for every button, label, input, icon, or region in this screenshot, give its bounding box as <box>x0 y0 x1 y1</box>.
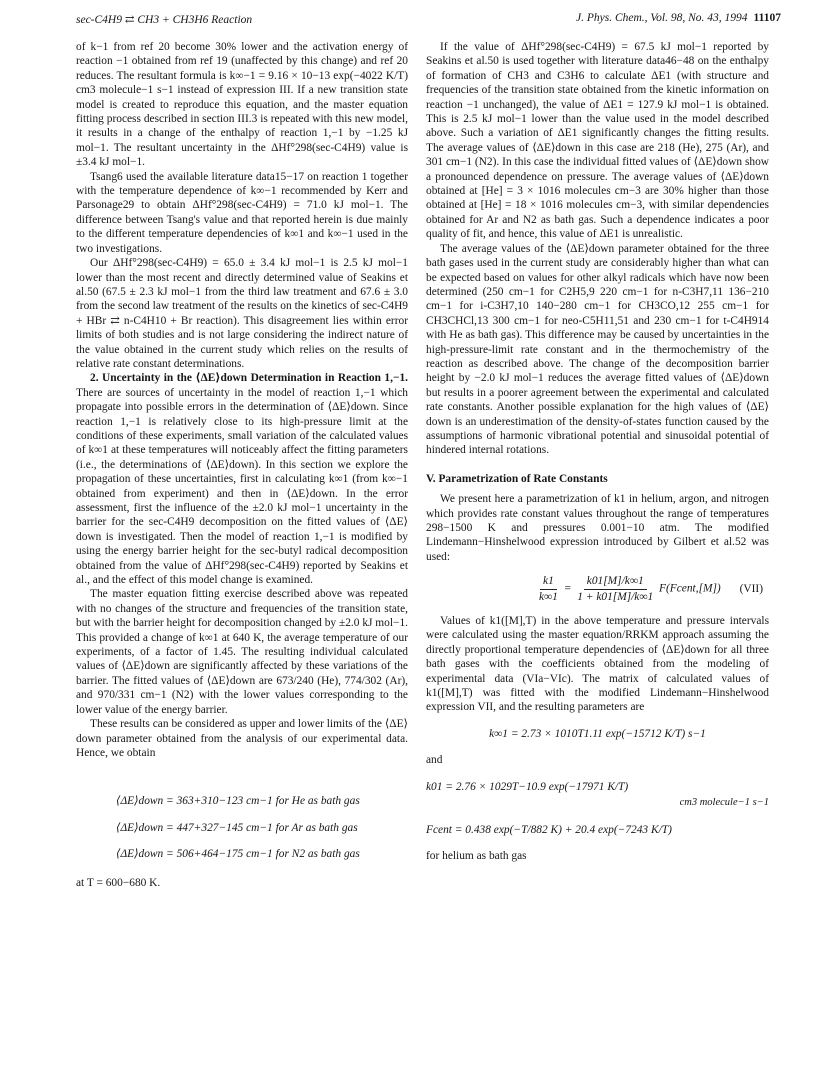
paragraph <box>76 371 408 587</box>
section-title: V. Parametrization of Rate Constants <box>426 472 608 485</box>
paragraph: The average values of the ⟨ΔE⟩down parameter obtained for the three bath gases used in the current study are considerably higher than what can be expected based on values for other alkyl radicals which have now been determined (250 cm−1 for C2H5,9 220 cm−1 for n-C3H7,11 136−210 cm−1 for i-C3H7,10 140−280 cm−1 for CH3CO,12 255 cm−1 for CH3CHCl,13 300 cm−1 for neo-C5H11,51 and 230 cm−1 for t-C4H914 with He as bath gas). This difference may be caused by uncertainties in the high-pressure-limit rate constant and in the thermochemistry of the reaction as described above. The change of the decomposition barrier height by −2.0 kJ mol−1 reduces the average fitted values of ⟨ΔE⟩down but results in a poorer agreement between the experimental and calculated rate constants. Another possible explanation for the high values of ⟨ΔE⟩down is an underestimation of the density-of-states function caused by the assumptions of harmonic vibrational potential and sinusoidal potential of hindered internal rotations. <box>426 242 769 457</box>
paragraph: The master equation fitting exercise described above was repeated with no changes of the structure and frequencies of the transition state, but with the barrier height for decomposition changed by ±2.0 kJ mol−1. This provided a change of k∞1 at 640 K, the average temperature of our experiments, of a factor of 1.45. The resulting individual calculated values of ⟨ΔE⟩down are significantly affected by these variations of the barrier. The fitted values of ⟨ΔE⟩down are 673/240 (He), 774/302 (Ar), and 970/331 cm−1 (N2) with the lower values corresponding to the lower value of the energy barrier. <box>76 588 408 716</box>
equation-n2: ⟨ΔE⟩down = 506+464−175 cm−1 for N2 as bath gas <box>116 848 360 861</box>
equation-k0: k01 = 2.76 × 1029T−10.9 exp(−17971 K/T) <box>426 780 629 793</box>
equation-vii: $\frac{k1}{k\infty 1}$ = $\frac{k01[M]/k\infty 1}{1 + k01[M]/k\infty 1}$ F(Fcent,[M]) (VII) <box>426 574 769 604</box>
equation-kinf: k∞1 = 2.73 × 1010T1.11 exp(−15712 K/T) s−1 <box>489 727 706 740</box>
paragraph: at T = 600−680 K. <box>76 876 161 889</box>
right-column <box>426 40 769 863</box>
paragraph-body: There are sources of uncertainty in the model of reaction 1,−1 which propagate into possible errors in the determination of ⟨ΔE⟩down. Since reaction 1,−1 is relatively close to its high-pressure limit at the conditions of these experiments, small variation of the calculated values of k∞1 at these temperatures will noticeably affect the fitting parameters (i.e., the determinations of ⟨ΔE⟩down). In this section we explore the propagation of these uncertainties, first in calculating k∞1 (from k∞−1 obtained from experiment) and then in ⟨ΔE⟩down. In the error assessment, first the influence of the ±2.0 kJ mol−1 uncertainty in the barrier for the sec-C4H9 decomposition on the fitted values of ⟨ΔE⟩down is investigated. Then the model of reaction 1,−1 is modified by using the energy barrier height for the sec-butyl radical decomposition obtained from the value of ΔHf°298(sec-C4H9) reported by Seakins et al., and the effect of this model change is examined. <box>76 386 408 587</box>
journal-header <box>576 12 781 24</box>
subsection-title: 2. Uncertainty in the ⟨ΔE⟩down Determination in Reaction 1,−1. <box>90 372 408 385</box>
paragraph: for helium as bath gas <box>426 849 527 862</box>
paragraph: and <box>426 754 443 767</box>
left-column <box>76 40 408 890</box>
equation-he: ⟨ΔE⟩down = 363+310−123 cm−1 for He as bath gas <box>116 795 360 808</box>
paragraph: Our ΔHf°298(sec-C4H9) = 65.0 ± 3.4 kJ mol−1 is 2.5 kJ mol−1 lower than the most recent and directly determined value of Seakins et al.50 (67.5 ± 2.3 kJ mol−1 from the third law treatment and 67.6 ± 3.0 from the second law treatment of the results on the kinetics of sec-C4H9 + HBr ⇄ n-C4H10 + Br reaction). This disagreement lies within error limits of both studies and is not large considering the indirect nature of the value obtained in the current study which relies on the results of relative rate constant determinations. <box>76 257 408 370</box>
equation-ar: ⟨ΔE⟩down = 447+327−145 cm−1 for Ar as bath gas <box>116 821 358 834</box>
running-header: sec-C4H9 ⇄ CH3 + CH3H6 Reaction <box>76 14 253 26</box>
paragraph: Tsang6 used the available literature data15−17 on reaction 1 together with the temperature dependence of k∞−1 recommended by Kerr and Parsonage29 to obtain ΔHf°298(sec-C4H9) = 71.0 kJ mol−1. The difference between Tsang's value and that reported herein is due mainly to the different temperature dependencies of k∞1 and k∞−1 used in the two investigations. <box>76 170 408 255</box>
page-number: 11107 <box>753 12 781 24</box>
equation-units: cm3 molecule−1 s−1 <box>679 797 769 809</box>
paragraph: If the value of ΔHf°298(sec-C4H9) = 67.5 kJ mol−1 reported by Seakins et al.50 is used together with literature data46−48 on the enthalpy of formation of CH3 and C3H6 to calculate ΔE1 (with structure and frequencies of the transition state obtained from the kinetic information on reaction −1 unchanged), the value of ΔE1 = 127.9 kJ mol−1 is obtained. This is 2.5 kJ mol−1 lower than the value used in the model described above. Such a variation of ΔE1 significantly changes the fitting results. The average values of ⟨ΔE⟩down in this case are 218 (He), 275 (Ar), and 301 cm−1 (N2). In this case the individual fitted values of ⟨ΔE⟩down show a pronounced dependence on pressure. The average values of ⟨ΔE⟩down obtained at [He] = 3 × 1016 molecules cm−3 are 30% higher than those obtained at [He] = 18 × 1016 molecules cm−3, with similar dependencies obtained for Ar and N2 as bath gas. Such a dependence indicates a poor quality of fit, and hence, this value of ΔE1 is unrealistic. <box>426 41 769 241</box>
fraction-rhs: $\frac{k01[M]/k\infty 1}{1 + k01[M]/k\infty 1}$ <box>577 575 654 603</box>
fraction-lhs: $\frac{k1}{k\infty 1}$ <box>539 575 558 603</box>
paragraph: Values of k1([M],T) in the above temperature and pressure intervals were calculated using the master equation/RRKM approach assuming the directly proportional temperature dependencies of ⟨ΔE⟩down for all three bath gases with the coefficients obtained from the modeling of experimental data (VIa−VIc). The matrix of calculated values of k1([M],T) was fitted with the modified Lindemann−Hinshelwood expression VII, and the resulting parameters are <box>426 615 769 714</box>
paragraph: of k−1 from ref 20 become 30% lower and the activation energy of reaction −1 obtained from ref 19 (unaffected by this change) and ref 20 reduces. The resultant formula is k∞−1 = 9.16 × 10−13 exp(−4022 K/T) cm3 molecule−1 s−1 instead of expression III. If a new transition state model is created to reproduce this equation, and the master equation fitting process described in section III.3 is repeated with this new model, it results in a change of the enthalpy of reaction 1,−1 by −1.25 kJ mol−1. The resultant uncertainty in the ΔHf°298(sec-C4H9) value is ±3.4 kJ mol−1. <box>76 41 408 169</box>
equation-fcent: Fcent = 0.438 exp(−T/882 K) + 20.4 exp(−7243 K/T) <box>426 823 672 836</box>
paragraph: We present here a parametrization of k1 in helium, argon, and nitrogen which provides rate constant values throughout the range of temperatures 298−1500 K and pressures 0.001−10 atm. The modified Lindemann−Hinshelwood expression introduced by Gilbert et al.52 was used: <box>426 493 769 563</box>
paragraph: These results can be considered as upper and lower limits of the ⟨ΔE⟩down parameter obtained from the analysis of our experimental data. Hence, we obtain <box>76 718 408 759</box>
equation-number: (VII) <box>739 582 763 595</box>
journal-citation: J. Phys. Chem., Vol. 98, No. 43, 1994 <box>575 12 748 24</box>
